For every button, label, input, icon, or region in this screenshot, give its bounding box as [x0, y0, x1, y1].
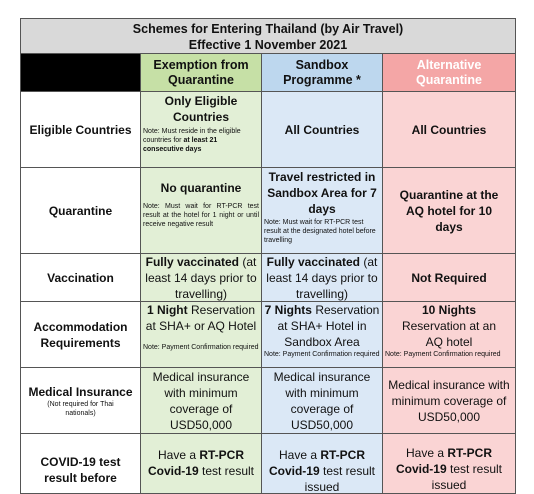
vaccination-alternative-text: Not Required [411, 270, 487, 285]
row-label-accommodation-line1: Accommodation [33, 319, 128, 334]
eligible-alternative-cell [383, 92, 516, 168]
insurance-exemption-text: Medical insurance with minimum coverage of USD50,000 [152, 369, 250, 432]
vaccination-exemption-rest: (at least 14 days prior to travelling) [145, 254, 257, 301]
covid-exemption-b: RT-PCR Covid-19 [147, 448, 245, 478]
covid-exemption-c: test result [198, 464, 255, 478]
header-exemption [141, 54, 262, 92]
schemes-table [20, 18, 516, 494]
insurance-alternative-text: Medical insurance with minimum coverage of USD50,000 [388, 377, 510, 424]
accommodation-sandbox-note: Note: Payment Confirmation required [264, 351, 380, 358]
quarantine-sandbox-note: Note: Must wait for RT-PCR test result at the designated hotel before travelling [264, 219, 376, 244]
quarantine-exemption-main: No quarantine [160, 181, 242, 195]
quarantine-sandbox-cell [262, 168, 383, 254]
row-label-quarantine-text: Quarantine [48, 203, 113, 218]
quarantine-alternative-text: Quarantine at the AQ hotel for 10 days [399, 187, 499, 234]
row-label-eligible-text: Eligible Countries [29, 122, 132, 137]
covid-sandbox-a: Have a [278, 448, 321, 462]
row-label-accommodation [20, 302, 141, 368]
row-label-covid [20, 434, 141, 494]
eligible-exemption-main: Only Eligible Countries [164, 94, 238, 124]
table-title [20, 18, 516, 54]
vaccination-sandbox-rest: (at least 14 days prior to travelling) [266, 254, 378, 301]
header-sandbox-label: Sandbox Programme * [283, 57, 361, 87]
vaccination-exemption-bold: Fully vaccinated [145, 254, 240, 269]
title-line-2: Effective 1 November 2021 [188, 38, 348, 52]
eligible-alternative-text: All Countries [411, 122, 487, 137]
covid-exemption-a: Have a [157, 448, 200, 462]
covid-sandbox-cell [262, 434, 383, 494]
accommodation-sandbox-cell [262, 302, 383, 368]
accommodation-alternative-note: Note: Payment Confirmation required [385, 351, 501, 358]
covid-sandbox-c: test result issued [304, 464, 376, 494]
covid-alternative-c: test result issued [431, 462, 503, 492]
vaccination-exemption-cell [141, 254, 262, 302]
header-alternative-label: Alternative Quarantine [416, 57, 482, 87]
vaccination-alternative-cell [383, 254, 516, 302]
covid-sandbox-b: RT-PCR Covid-19 [268, 448, 366, 478]
eligible-exemption-note [141, 127, 261, 154]
header-exemption-label: Exemption from Quarantine [153, 57, 249, 87]
row-label-insurance-text: Medical Insurance [28, 384, 133, 399]
row-label-vaccination [20, 254, 141, 302]
vaccination-sandbox-bold: Fully vaccinated [266, 254, 361, 269]
row-label-covid-line1: COVID-19 test [40, 455, 121, 469]
eligible-exemption-cell [141, 92, 262, 168]
accommodation-exemption-bold: 1 Night [146, 303, 188, 317]
quarantine-exemption-note: Note: Must wait for RT-PCR test result at the hotel for 1 night or until receive negative result [143, 203, 259, 228]
covid-exemption-cell [141, 434, 262, 494]
accommodation-exemption-note: Note: Payment Confirmation required [143, 344, 259, 351]
eligible-exemption-note-a: Note: Must reside in the eligible countries for [143, 128, 241, 144]
quarantine-exemption-cell [141, 168, 262, 254]
header-sandbox [262, 54, 383, 92]
insurance-sandbox-text: Medical insurance with minimum coverage of USD50,000 [273, 369, 371, 432]
row-label-eligible [20, 92, 141, 168]
row-label-insurance [20, 368, 141, 434]
accommodation-exemption-rest: Reservation at SHA+ or AQ Hotel [145, 303, 257, 333]
title-line-1: Schemes for Entering Thailand (by Air Travel) [132, 22, 404, 36]
eligible-exemption-note-b: at least 21 consecutive days [143, 137, 218, 153]
covid-alternative-b: RT-PCR Covid-19 [395, 446, 493, 476]
row-label-insurance-note: (Not required for Thai nationals) [47, 400, 114, 417]
insurance-sandbox-cell [262, 368, 383, 434]
eligible-sandbox-text: All Countries [284, 122, 360, 137]
accommodation-alternative-bold: 10 Nights [421, 303, 476, 317]
accommodation-sandbox-bold: 7 Nights [264, 303, 312, 317]
vaccination-sandbox-cell [262, 254, 383, 302]
accommodation-exemption-cell [141, 302, 262, 368]
accommodation-alternative-rest: Reservation at an AQ hotel [401, 319, 497, 349]
accommodation-sandbox-rest: Reservation at SHA+ Hotel in Sandbox Area [277, 303, 380, 349]
row-label-covid-line2: result before [44, 471, 117, 485]
covid-alternative-a: Have a [405, 446, 448, 460]
accommodation-alternative-cell [383, 302, 516, 368]
row-label-accommodation-line2: Requirements [40, 335, 121, 350]
eligible-sandbox-cell [262, 92, 383, 168]
insurance-exemption-cell [141, 368, 262, 434]
covid-alternative-cell [383, 434, 516, 494]
header-alternative [383, 54, 516, 92]
quarantine-alternative-cell [383, 168, 516, 254]
header-blank-cell [20, 54, 141, 92]
insurance-alternative-cell [383, 368, 516, 434]
quarantine-sandbox-main: Travel restricted in Sandbox Area for 7 days [267, 170, 377, 216]
row-label-quarantine [20, 168, 141, 254]
row-label-vaccination-text: Vaccination [47, 270, 114, 285]
